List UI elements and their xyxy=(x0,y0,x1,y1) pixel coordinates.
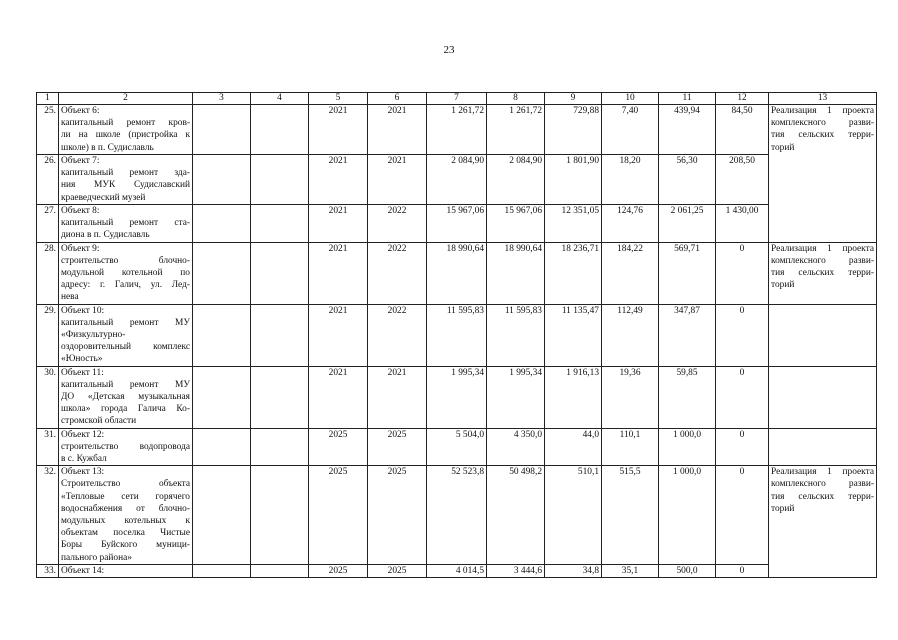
cell-col-3 xyxy=(193,304,251,366)
table-row xyxy=(37,155,877,205)
note-cell xyxy=(769,466,877,578)
note-line: комплексного разви- xyxy=(771,479,874,490)
end-year: 2025 xyxy=(368,564,427,577)
cell-col-3 xyxy=(193,105,251,155)
value-col-7: 15 967,06 xyxy=(427,205,487,243)
cell-col-3 xyxy=(193,205,251,243)
object-description xyxy=(59,155,193,205)
row-number: 28. xyxy=(37,242,59,304)
end-year: 2021 xyxy=(368,366,427,428)
value-col-8: 18 990,64 xyxy=(487,242,545,304)
value-col-11: 1 000,0 xyxy=(659,466,716,565)
row-number: 32. xyxy=(37,466,59,565)
cell-col-3 xyxy=(193,428,251,466)
value-col-12: 1 430,00 xyxy=(716,205,769,243)
value-col-12: 84,50 xyxy=(716,105,769,155)
note-line: тия сельских терри- xyxy=(771,491,874,502)
cell-col-4 xyxy=(251,366,309,428)
object-description-line: пального района» xyxy=(61,552,132,563)
object-description-line: Строительство объекта xyxy=(61,479,190,490)
value-col-10: 184,22 xyxy=(602,242,659,304)
value-col-8: 3 444,6 xyxy=(487,564,545,577)
value-col-10: 18,20 xyxy=(602,155,659,205)
value-col-9: 11 135,47 xyxy=(545,304,602,366)
value-col-10: 112,49 xyxy=(602,304,659,366)
value-col-12: 208,50 xyxy=(716,155,769,205)
object-description-line: модульной котельной по xyxy=(61,268,190,279)
object-description-line: строительство водопровода xyxy=(61,441,190,452)
value-col-12: 0 xyxy=(716,466,769,565)
object-description xyxy=(59,105,193,155)
object-description xyxy=(59,304,193,366)
object-description xyxy=(59,205,193,243)
object-description xyxy=(59,466,193,565)
start-year: 2025 xyxy=(309,564,368,577)
value-col-12: 0 xyxy=(716,366,769,428)
start-year: 2025 xyxy=(309,428,368,466)
end-year: 2021 xyxy=(368,105,427,155)
value-col-8: 2 084,90 xyxy=(487,155,545,205)
value-col-8: 1 261,72 xyxy=(487,105,545,155)
note-line: комплексного разви- xyxy=(771,118,874,129)
value-col-8: 4 350,0 xyxy=(487,428,545,466)
value-col-7: 5 504,0 xyxy=(427,428,487,466)
column-number: 9 xyxy=(545,93,602,105)
note-line: комплексного разви- xyxy=(771,255,874,266)
column-number-row xyxy=(37,93,877,105)
object-title: Объект 11: xyxy=(61,367,104,378)
end-year: 2022 xyxy=(368,205,427,243)
end-year: 2025 xyxy=(368,428,427,466)
value-col-9: 44,0 xyxy=(545,428,602,466)
value-col-8: 11 595,83 xyxy=(487,304,545,366)
value-col-10: 124,76 xyxy=(602,205,659,243)
value-col-9: 34,8 xyxy=(545,564,602,577)
row-number: 29. xyxy=(37,304,59,366)
object-title: Объект 7: xyxy=(61,156,100,166)
value-col-9: 729,88 xyxy=(545,105,602,155)
note-cell xyxy=(769,366,877,428)
value-col-7: 18 990,64 xyxy=(427,242,487,304)
note-cell xyxy=(769,304,877,366)
column-number: 6 xyxy=(368,93,427,105)
value-col-7: 1 261,72 xyxy=(427,105,487,155)
note-line: Реализация 1 проекта xyxy=(771,467,874,478)
column-number: 8 xyxy=(487,93,545,105)
object-title: Объект 12: xyxy=(61,429,105,440)
table-row xyxy=(37,304,877,366)
end-year: 2022 xyxy=(368,242,427,304)
object-description xyxy=(59,366,193,428)
value-col-7: 52 523,8 xyxy=(427,466,487,565)
object-description-line: школа» города Галича Ко- xyxy=(61,404,190,415)
row-number: 33. xyxy=(37,564,59,577)
value-col-12: 0 xyxy=(716,242,769,304)
object-description-line: капитальный ремонт МУ xyxy=(61,317,190,328)
note-line: Реализация 1 проекта xyxy=(771,106,874,116)
page-number: 23 xyxy=(443,44,455,56)
object-description-line: оздоровительный комплекс xyxy=(61,342,190,353)
cell-col-3 xyxy=(193,466,251,565)
object-description-line: водоснабжения от блочно- xyxy=(61,503,190,514)
cell-col-3 xyxy=(193,242,251,304)
cell-col-4 xyxy=(251,155,309,205)
value-col-10: 515,5 xyxy=(602,466,659,565)
end-year: 2021 xyxy=(368,155,427,205)
object-title: Объект 9: xyxy=(61,243,100,254)
note-line: торий xyxy=(771,142,795,153)
row-number: 26. xyxy=(37,155,59,205)
column-number: 10 xyxy=(602,93,659,105)
object-description-line: «Тепловые сети горячего xyxy=(61,491,190,502)
cell-col-4 xyxy=(251,242,309,304)
start-year: 2021 xyxy=(309,242,368,304)
value-col-7: 11 595,83 xyxy=(427,304,487,366)
row-number: 31. xyxy=(37,428,59,466)
value-col-7: 4 014,5 xyxy=(427,564,487,577)
object-description-line: адресу: г. Галич, ул. Лед- xyxy=(61,280,190,291)
object-description-line: ли на школе (пристройка к xyxy=(61,130,190,141)
value-col-11: 56,30 xyxy=(659,155,716,205)
value-col-12: 0 xyxy=(716,428,769,466)
object-description-line: школе) в п. Судиславль xyxy=(61,142,154,153)
object-description-line: капитальный ремонт зда- xyxy=(61,168,190,179)
note-cell xyxy=(769,428,877,466)
object-description-line: капитальный ремонт кров- xyxy=(61,118,190,129)
object-description-line: «Юность» xyxy=(61,354,103,365)
value-col-8: 50 498,2 xyxy=(487,466,545,565)
value-col-10: 110,1 xyxy=(602,428,659,466)
column-number: 11 xyxy=(659,93,716,105)
value-col-9: 1 801,90 xyxy=(545,155,602,205)
cell-col-4 xyxy=(251,564,309,577)
column-number: 12 xyxy=(716,93,769,105)
note-line: Реализация 1 проекта xyxy=(771,243,874,254)
object-description-line: нева xyxy=(61,292,79,303)
object-title: Объект 8: xyxy=(61,206,100,216)
note-cell xyxy=(769,105,877,243)
table-row xyxy=(37,428,877,466)
value-col-11: 59,85 xyxy=(659,366,716,428)
table-row xyxy=(37,205,877,243)
value-col-11: 347,87 xyxy=(659,304,716,366)
object-title: Объект 10: xyxy=(61,305,105,316)
cell-col-4 xyxy=(251,428,309,466)
object-description-line: ния МУК Судиславский xyxy=(61,180,190,191)
object-description xyxy=(59,242,193,304)
object-description-line: ДО «Детская музыкальная xyxy=(61,392,190,403)
table-row xyxy=(37,466,877,565)
object-title: Объект 13: xyxy=(61,467,105,478)
value-col-7: 1 995,34 xyxy=(427,366,487,428)
object-description xyxy=(59,428,193,466)
cell-col-4 xyxy=(251,304,309,366)
note-line: тия сельских терри- xyxy=(771,130,874,141)
start-year: 2021 xyxy=(309,304,368,366)
object-description-line: объектам поселка Чистые xyxy=(61,528,190,539)
value-col-9: 18 236,71 xyxy=(545,242,602,304)
object-title: Объект 14: xyxy=(61,565,105,576)
start-year: 2021 xyxy=(309,205,368,243)
value-col-8: 15 967,06 xyxy=(487,205,545,243)
objects-table xyxy=(36,92,877,578)
value-col-9: 1 916,13 xyxy=(545,366,602,428)
object-description xyxy=(59,564,193,577)
value-col-12: 0 xyxy=(716,304,769,366)
cell-col-3 xyxy=(193,155,251,205)
object-title: Объект 6: xyxy=(61,106,100,116)
start-year: 2021 xyxy=(309,105,368,155)
value-col-9: 510,1 xyxy=(545,466,602,565)
value-col-10: 35,1 xyxy=(602,564,659,577)
value-col-11: 439,94 xyxy=(659,105,716,155)
object-description-line: диона в п. Судиславль xyxy=(61,230,150,241)
column-number: 13 xyxy=(769,93,877,105)
table-row xyxy=(37,242,877,304)
object-description-line: Боры Буйского муници- xyxy=(61,540,190,551)
row-number: 27. xyxy=(37,205,59,243)
value-col-11: 569,71 xyxy=(659,242,716,304)
row-number: 25. xyxy=(37,105,59,155)
start-year: 2021 xyxy=(309,155,368,205)
column-number: 1 xyxy=(37,93,59,105)
cell-col-3 xyxy=(193,366,251,428)
column-number: 4 xyxy=(251,93,309,105)
end-year: 2022 xyxy=(368,304,427,366)
value-col-11: 500,0 xyxy=(659,564,716,577)
cell-col-4 xyxy=(251,105,309,155)
object-description-line: модульных котельных к xyxy=(61,516,190,527)
object-description-line: в с. Кужбал xyxy=(61,454,107,465)
cell-col-4 xyxy=(251,466,309,565)
value-col-11: 1 000,0 xyxy=(659,428,716,466)
value-col-8: 1 995,34 xyxy=(487,366,545,428)
note-cell xyxy=(769,242,877,304)
column-number: 2 xyxy=(59,93,193,105)
table-row xyxy=(37,564,877,577)
object-description-line: стромской области xyxy=(61,416,137,427)
note-line: торий xyxy=(771,503,795,514)
end-year: 2025 xyxy=(368,466,427,565)
start-year: 2025 xyxy=(309,466,368,565)
object-description-line: строительство блочно- xyxy=(61,255,190,266)
value-col-11: 2 061,25 xyxy=(659,205,716,243)
table-row xyxy=(37,366,877,428)
object-description-line: капитальный ремонт МУ xyxy=(61,379,190,390)
value-col-12: 0 xyxy=(716,564,769,577)
object-description-line: капитальный ремонт ста- xyxy=(61,218,190,229)
cell-col-3 xyxy=(193,564,251,577)
note-line: торий xyxy=(771,280,795,291)
table-row xyxy=(37,105,877,155)
start-year: 2021 xyxy=(309,366,368,428)
column-number: 3 xyxy=(193,93,251,105)
row-number: 30. xyxy=(37,366,59,428)
value-col-10: 7,40 xyxy=(602,105,659,155)
object-description-line: «Физкультурно- xyxy=(61,330,126,341)
value-col-9: 12 351,05 xyxy=(545,205,602,243)
object-description-line: краеведческий музей xyxy=(61,192,146,203)
value-col-10: 19,36 xyxy=(602,366,659,428)
note-line: тия сельских терри- xyxy=(771,268,874,279)
column-number: 5 xyxy=(309,93,368,105)
value-col-7: 2 084,90 xyxy=(427,155,487,205)
column-number: 7 xyxy=(427,93,487,105)
cell-col-4 xyxy=(251,205,309,243)
